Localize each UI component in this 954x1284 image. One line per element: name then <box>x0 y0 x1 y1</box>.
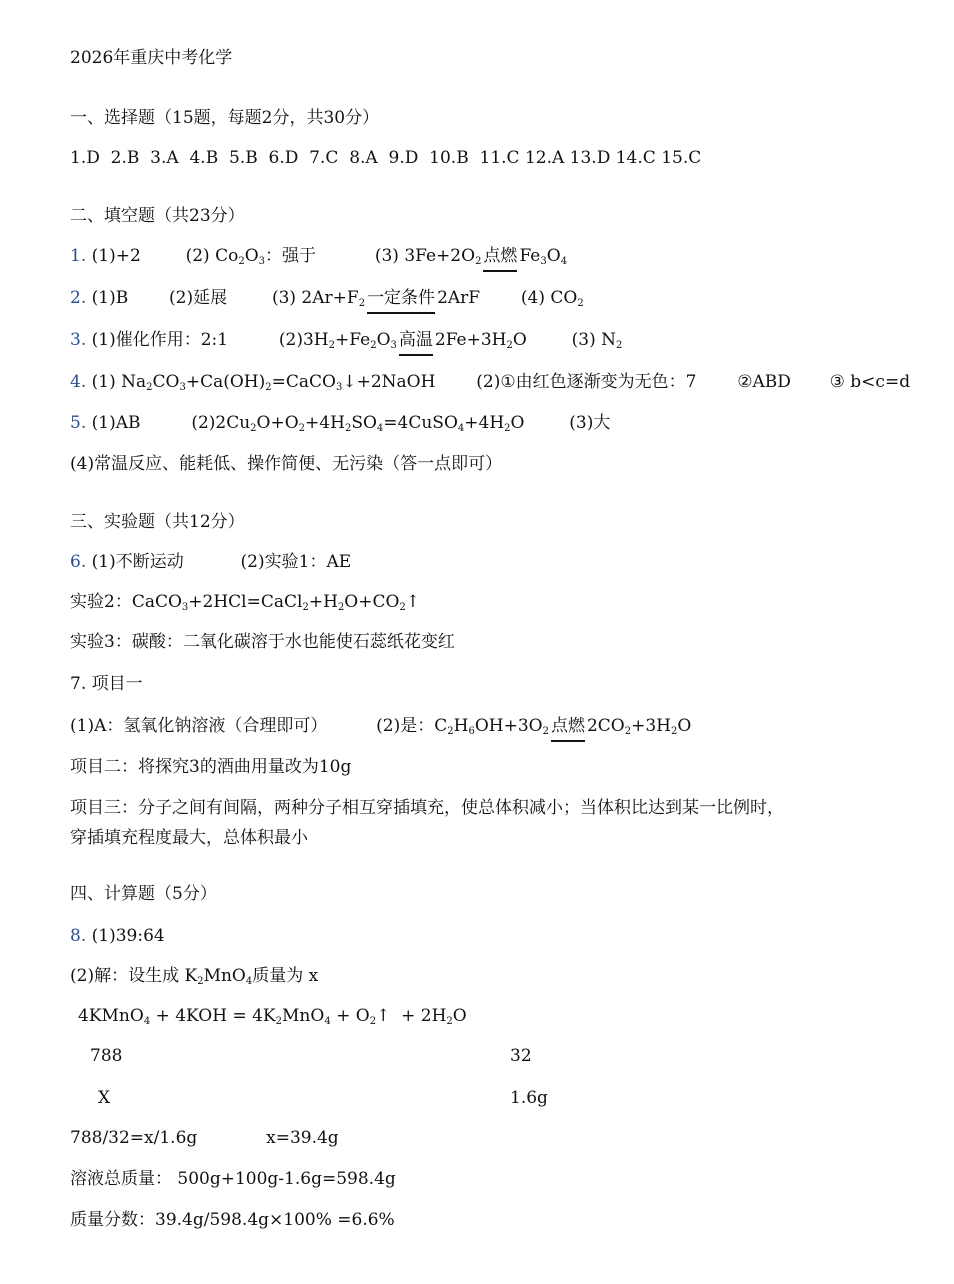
section1-heading: 一、选择题（15题，每题2分，共30分） <box>70 108 380 128</box>
q1-part2: (2) $Co_2O_3$：强于 <box>185 246 317 267</box>
q5-part1: (1)AB <box>91 413 141 433</box>
project3-line-a: 项目三：分子之间有间隔，两种分子相互穿插填充，使总体积减小；当体积比达到某一比例时， <box>70 798 784 818</box>
molar-mass-o2: 32 <box>510 1046 532 1066</box>
known-mass: 1.6g <box>510 1088 548 1108</box>
q2-part4: (4) $CO_2$ <box>520 288 584 309</box>
total-mass-line: 溶液总质量： 500g+100g-1.6g=598.4g <box>70 1169 396 1189</box>
answer-line-q1 <box>70 244 567 272</box>
mass-fraction-line: 质量分数：39.4g/598.4g×100% =6.6% <box>70 1210 395 1230</box>
q8-number: 8. <box>70 926 87 946</box>
q4-part1: (1) $Na_2CO_3+Ca(OH)_2=CaCO_3↓+2NaOH$ <box>91 372 436 393</box>
q5-part4: (4)常温反应、能耗低、操作简便、无污染（答一点即可） <box>70 454 503 474</box>
q2-part2: (2)延展 <box>169 288 228 308</box>
answer-line-q8 <box>70 924 165 948</box>
q5-part2: $(2)2Cu_2O+O_2+4H_2SO_4=4CuSO_4+4H_2O$ <box>191 413 525 434</box>
section4-heading: 四、计算题（5分） <box>70 884 217 904</box>
q3-part3: (3) $N_2$ <box>571 330 623 351</box>
q1-part3: (3) $3Fe+2O_2$ 点燃 $Fe_3O_4$ <box>375 246 567 266</box>
q2-part3: (3) $2Ar+F_2$ 一定条件 2ArF <box>272 288 480 308</box>
project3-line-b: 穿插填充程度最大，总体积最小 <box>70 828 308 848</box>
section2-heading: 二、填空题（共23分） <box>70 206 245 226</box>
q1-part1: (1)+2 <box>91 246 141 266</box>
q7-part1-line <box>70 714 691 742</box>
reaction-condition: 一定条件 <box>367 286 435 314</box>
reaction-condition: 点燃 <box>483 244 517 272</box>
q2-part1: (1)B <box>91 288 129 308</box>
page-title: 2026年重庆中考化学 <box>70 48 233 68</box>
q7-heading: 7. 项目一 <box>70 674 143 694</box>
q7-part1: (1)A：氢氧化钠溶液（合理即可） <box>70 716 328 736</box>
q3-number: 3. <box>70 330 87 350</box>
molar-mass-kmno4: 788 <box>90 1046 123 1066</box>
ratio-line: 788/32=x/1.6g x=39.4g <box>70 1128 339 1148</box>
unknown-x: X <box>98 1088 111 1108</box>
q6-part1: (1)不断运动 <box>91 552 184 572</box>
q4-number: 4. <box>70 372 87 392</box>
q5-part3: (3)大 <box>569 413 611 433</box>
answer-line-q3 <box>70 328 622 356</box>
reaction-condition: 点燃 <box>551 714 585 742</box>
q3-part2: $(2)3H_2+Fe_2O_3$ 高温 $2Fe+3H_2O$ <box>279 330 527 350</box>
q4-part4: ③ b<c=d <box>829 372 911 392</box>
q8-part2-line: (2)解：设生成 $K_2MnO_4$质量为 x <box>70 966 319 987</box>
reaction-equation: 4KMnO$_4$ + $4KOH = 4K_2MnO_4$ + $O_2↑ + 2H_2O$ <box>78 1006 467 1027</box>
q4-part2: (2)①由红色逐渐变为无色：7 <box>476 372 697 392</box>
section1-answers: 1.D 2.B 3.A 4.B 5.B 6.D 7.C 8.A 9.D 10.B 11.C 12.A 13.D 14.C 15.C <box>70 148 702 168</box>
q6-part2: (2)实验1：AE <box>240 552 352 572</box>
q5-number: 5. <box>70 413 87 433</box>
experiment3-line: 实验3：碳酸：二氧化碳溶于水也能使石蕊纸花变红 <box>70 632 455 652</box>
q3-part1: (1)催化作用：2:1 <box>91 330 229 350</box>
answer-line-q5 <box>70 411 610 435</box>
experiment2-line: 实验2：$CaCO_3+2HCl=CaCl_2+H_2O+CO_2↑$ <box>70 592 421 613</box>
q2-number: 2. <box>70 288 87 308</box>
project2-line: 项目二：将探究3的酒曲用量改为10g <box>70 757 352 777</box>
reaction-condition: 高温 <box>399 328 433 356</box>
q4-part3: ②ABD <box>737 372 791 392</box>
answer-line-q2 <box>70 286 584 314</box>
q1-number: 1. <box>70 246 87 266</box>
q8-part1: (1)39:64 <box>91 926 165 946</box>
q7-part2: (2)是：$C_2H_6OH+3O_2$ 点燃 $2CO_2+3H_2O$ <box>376 716 691 736</box>
answer-line-q6 <box>70 550 351 574</box>
section3-heading: 三、实验题（共12分） <box>70 512 245 532</box>
q6-number: 6. <box>70 552 87 572</box>
answer-line-q4 <box>70 370 910 394</box>
